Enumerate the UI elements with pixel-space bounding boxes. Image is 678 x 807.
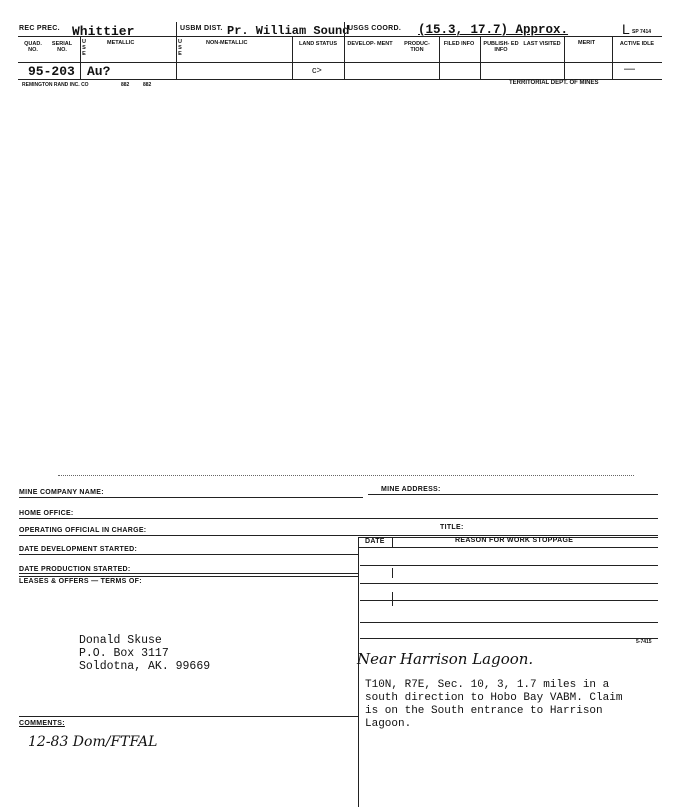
label-mine-address: MINE ADDRESS:: [381, 486, 441, 493]
location-line-4: Lagoon.: [365, 718, 412, 730]
rec-prec-label: REC PREC.: [19, 25, 60, 32]
owner-name: Donald Skuse: [79, 634, 162, 647]
col-use-metallic: U S E: [82, 39, 86, 57]
label-date-production: DATE PRODUCTION STARTED:: [19, 566, 131, 573]
col-filed-info: FILED INFO: [443, 41, 475, 47]
label-date-col: DATE: [365, 538, 385, 545]
label-home-office: HOME OFFICE:: [19, 510, 74, 517]
usbm-dist-value: Pr. William Sound: [227, 24, 350, 38]
imprint-code2: 882: [143, 82, 152, 88]
form-number: SP 7414: [632, 29, 652, 35]
record-active-mark: ―: [624, 63, 635, 75]
label-comments: COMMENTS:: [19, 720, 65, 727]
col-production: PRODUC- TION: [404, 41, 430, 53]
col-merit: MERIT: [578, 40, 596, 46]
imprint-code1: 882: [121, 82, 130, 88]
col-non-metallic: NON-METALLIC: [206, 40, 248, 46]
col-use-nonmetallic: U S E: [178, 39, 182, 57]
col-active-idle: ACTIVE IDLE: [619, 41, 655, 47]
label-operating-official: OPERATING OFFICIAL IN CHARGE:: [19, 527, 147, 534]
label-title: TITLE:: [440, 524, 464, 531]
comment-note: 12-83 Dom/FTFAL: [28, 734, 158, 750]
col-metallic: METALLIC: [107, 40, 135, 46]
usgs-coord-label: USGS COORD.: [348, 25, 402, 32]
col-published-info: PUBLISH- ED INFO: [483, 41, 519, 53]
col-development: DEVELOP- MENT: [347, 41, 393, 47]
owner-city: Soldotna, AK. 99669: [79, 660, 211, 673]
imprint-left: REMINGTON RAND INC. CO: [22, 82, 89, 88]
label-reason-col: REASON FOR WORK STOPPAGE: [455, 537, 574, 544]
imprint-right: TERRITORIAL DEPT. OF MINES: [509, 80, 599, 86]
location-line-3: is on the South entrance to Harrison: [365, 705, 603, 717]
location-line-1: T10N, R7E, Sec. 10, 3, 1.7 miles in a: [365, 679, 610, 691]
record-land-status-mark: c>: [312, 65, 322, 75]
record-metallic: Au?: [87, 64, 111, 79]
col-quad-no: QUAD. NO.: [24, 41, 42, 53]
label-date-development: DATE DEVELOPMENT STARTED:: [19, 546, 138, 553]
small-code: 5-7415: [636, 639, 652, 645]
rec-prec-value: Whittier: [72, 24, 135, 39]
col-last-visited: LAST VISITED: [523, 41, 561, 47]
corner-mark: L: [622, 21, 630, 37]
location-handwritten: Near Harrison Lagoon.: [357, 650, 534, 668]
record-serial: 95-203: [28, 64, 75, 79]
label-leases: LEASES & OFFERS — TERMS OF:: [19, 578, 142, 585]
col-serial-no: SERIAL NO.: [51, 41, 73, 53]
usbm-dist-label: USBM DIST.: [180, 25, 223, 32]
usgs-coord-value: (15.3, 17.7) Approx.: [418, 23, 569, 37]
owner-box: P.O. Box 3117: [79, 647, 169, 660]
location-line-2: south direction to Hobo Bay VABM. Claim: [365, 692, 623, 704]
col-land-status: LAND STATUS: [299, 41, 337, 47]
label-mine-company-name: MINE COMPANY NAME:: [19, 489, 104, 496]
